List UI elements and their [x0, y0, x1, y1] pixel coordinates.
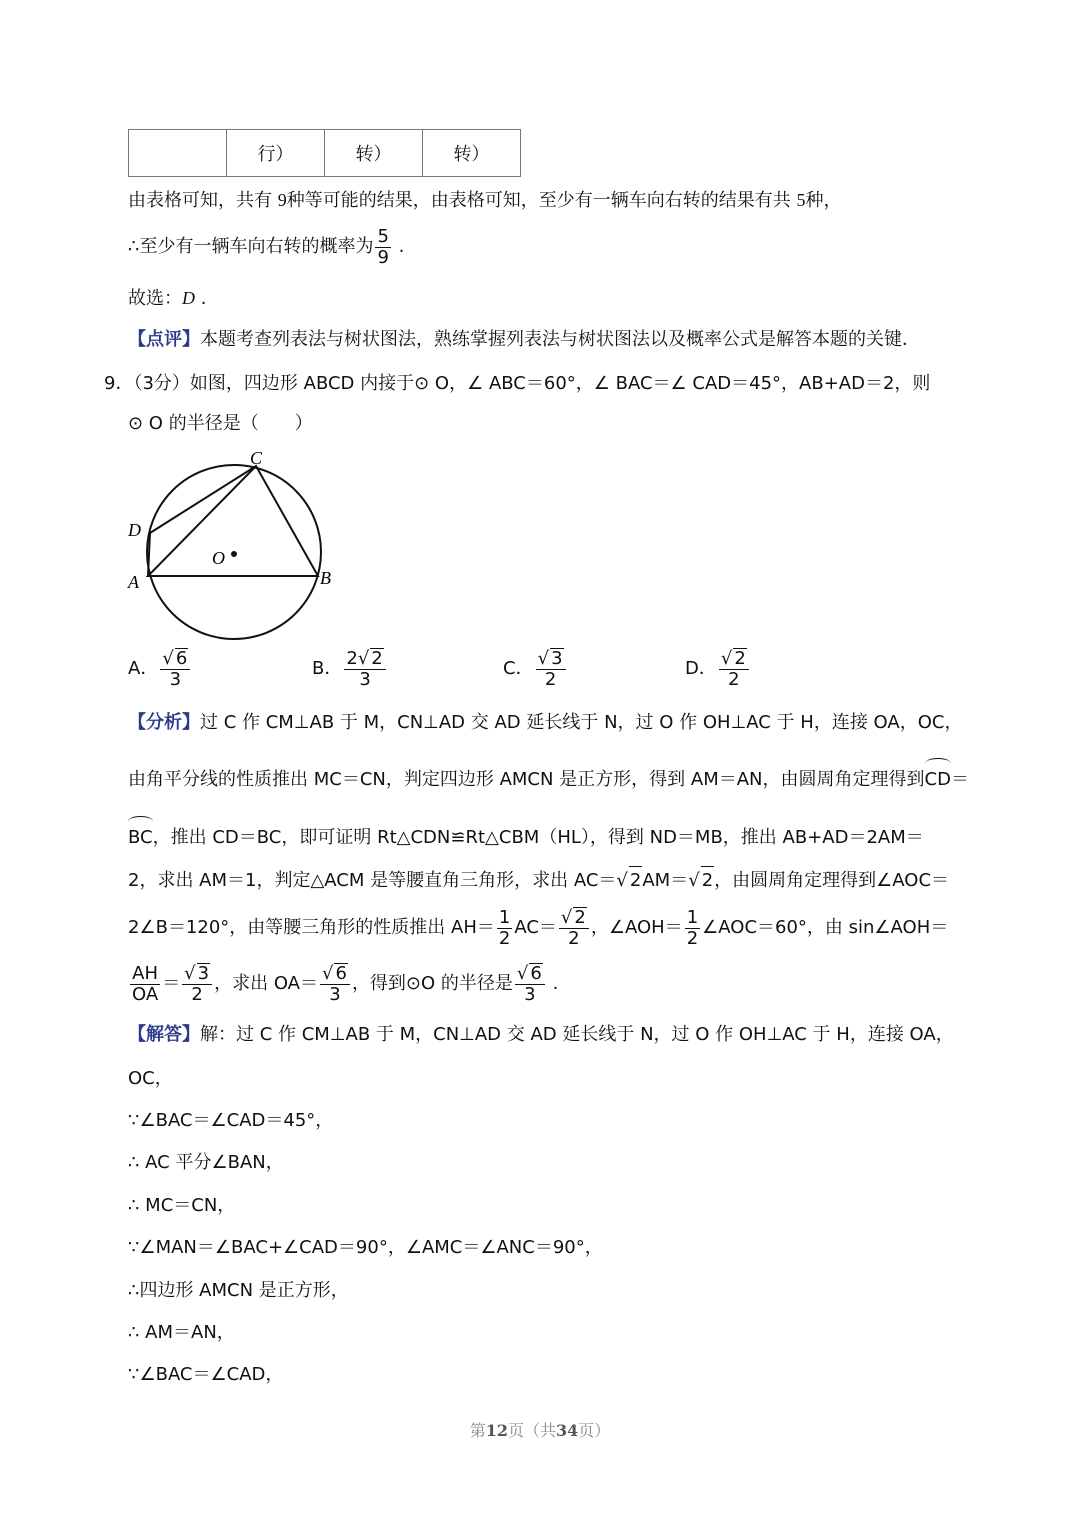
solution-line2: OC，	[128, 1068, 173, 1089]
solution-tag: 【解答】	[128, 1024, 200, 1045]
table-cell: 转）	[423, 130, 521, 177]
solution-line3: ∵∠BAC＝∠CAD＝45°，	[128, 1110, 334, 1131]
label-o: O	[212, 548, 225, 568]
table-row	[129, 130, 521, 177]
result-table	[128, 129, 521, 177]
label-a: A	[128, 572, 139, 592]
analysis-tag: 【分析】	[128, 712, 200, 733]
center-point	[231, 551, 237, 557]
analysis-line4: 2，求出 AM＝1，判定△ACM 是等腰直角三角形，求出 AC＝√ 2AM＝√ 2，由圆周角定理得到∠AOC＝	[128, 866, 949, 895]
analysis-line2: 由角平分线的性质推出 MC＝CN，判定四边形 AMCN 是正方形，得到 AM＝AN，由圆周角定理得到CD＝	[128, 760, 969, 794]
page-total: 34	[556, 1421, 579, 1440]
page-footer: 第12页（共34页）	[469, 1421, 611, 1440]
label-d: D	[128, 520, 141, 540]
answer-line: 故选：D .	[128, 288, 207, 309]
circle-figure	[122, 448, 342, 648]
solution-line6: ∵∠MAN＝∠BAC+∠CAD＝90°，∠AMC＝∠ANC＝90°，	[128, 1237, 603, 1258]
result-count-line: 由表格可知，共有 9种等可能的结果，由表格可知，至少有一辆车向右转的结果有共 5种，	[128, 190, 842, 211]
review-line: 【点评】本题考查列表法与树状图法，熟练掌握列表法与树状图法以及概率公式是解答本题的关键．	[128, 329, 920, 350]
table-cell	[129, 130, 227, 177]
question-9-line1: 9．（3分）如图，四边形 ABCD 内接于⊙ O，∠ ABC＝60°，∠ BAC＝∠ CAD＝45°，AB+AD＝2，则	[104, 373, 931, 394]
solution-line9: ∵∠BAC＝∠CAD，	[128, 1364, 284, 1385]
probability-fraction: $\frac{5}{9}$	[377, 225, 389, 268]
option-a[interactable]: A． $\frac{√ 6}{3}$	[128, 648, 192, 690]
label-c: C	[250, 448, 263, 468]
solution-line5: ∴ MC＝CN，	[128, 1195, 236, 1216]
analysis-line5: 2∠B＝120°，由等腰三角形的性质推出 AH＝ $\frac{1}{2}$ AC＝ $\frac{√ 2}{2}$ ，∠AOH＝ $\frac{1}{2}$ ∠AOC＝60°，由 sin∠AOH＝	[128, 906, 949, 949]
table-cell: 行）	[227, 130, 325, 177]
triangle-abc	[148, 466, 318, 576]
solution-line1: 【解答】解：过 C 作 CM⊥AB 于 M，CN⊥AD 交 AD 延长线于 N，过 O 作 OH⊥AC 于 H，连接 OA，	[128, 1024, 954, 1045]
analysis-line1: 【分析】过 C 作 CM⊥AB 于 M，CN⊥AD 交 AD 延长线于 N，过 O 作 OH⊥AC 于 H，连接 OA，OC，	[128, 712, 963, 733]
segment-dc	[150, 466, 256, 533]
probability-line: ∴至少有一辆车向右转的概率为 $\frac{5}{9}$ .	[128, 225, 405, 268]
option-b[interactable]: B． $\frac{2√ 2}{3}$	[312, 648, 388, 690]
analysis-line6: $\frac{AH}{OA}$ ＝ $\frac{√ 3}{2}$ ，求出 OA＝ $\frac{√ 6}{3}$ ，得到⊙O 的半径是 $\frac{√ 6}{3}$ .	[132, 962, 559, 1005]
option-c[interactable]: C． $\frac{√ 3}{2}$	[503, 648, 568, 690]
review-tag: 【点评】	[128, 329, 200, 350]
solution-line7: ∴四边形 AMCN 是正方形，	[128, 1280, 349, 1301]
table-cell: 转）	[325, 130, 423, 177]
label-b: B	[320, 568, 331, 588]
solution-line8: ∴ AM＝AN，	[128, 1322, 235, 1343]
question-9-line2: ⊙ O 的半径是（ ）	[128, 413, 313, 434]
solution-line4: ∴ AC 平分∠BAN，	[128, 1152, 284, 1173]
page-number: 12	[485, 1421, 508, 1440]
option-d[interactable]: D． $\frac{√ 2}{2}$	[685, 648, 751, 690]
analysis-line3: BC，推出 CD＝BC，即可证明 Rt△CDN≌Rt△CBM（HL），得到 ND＝MB，推出 AB+AD＝2AM＝	[128, 818, 924, 852]
